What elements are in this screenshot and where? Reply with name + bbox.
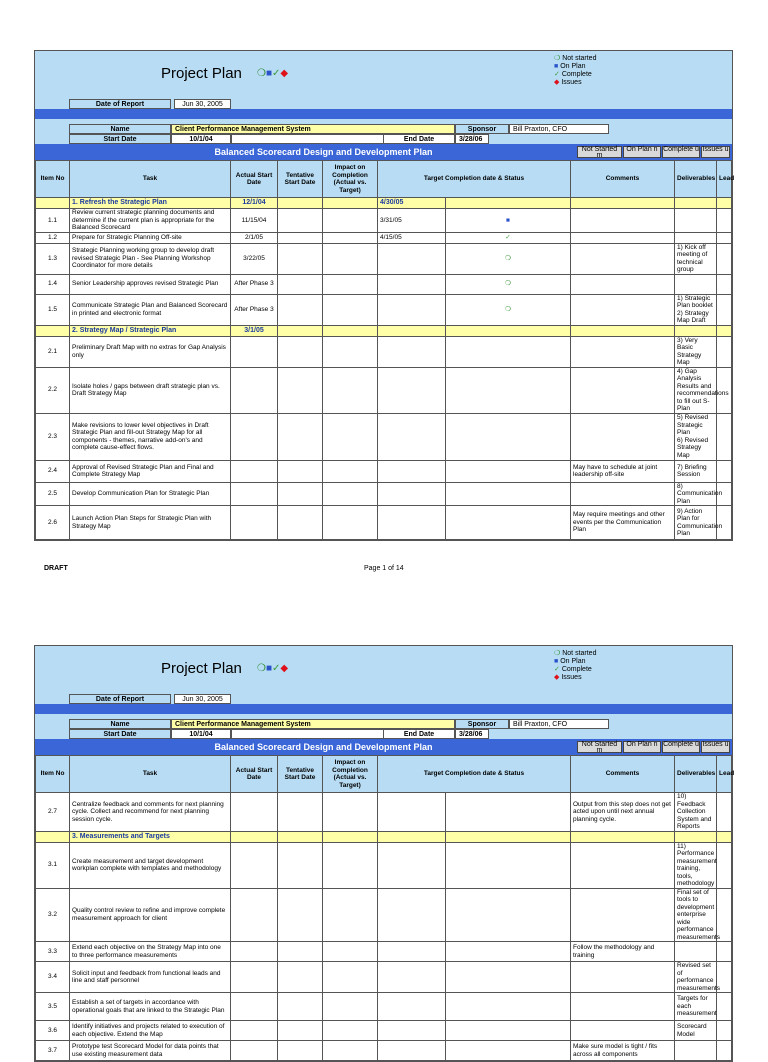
report-date-row: Date of Report Jun 30, 2005	[35, 99, 732, 109]
title-status-icons	[257, 68, 288, 79]
square-icon: ■	[265, 68, 273, 79]
plan-sheet-2	[34, 645, 733, 1062]
table-row: 2.3 Make revisions to lower level objectives in Draft Strategic Plan and fill-out Strategy Map for all components - themes, narrative add-on's and complete cause-effect flows. 5) Revised Strategic Plan 6) Revised Strategy Map	[36, 413, 732, 460]
table-row: 3.2 Quality control review to refine and improve complete measurement approach for client Final set of tools to development enterprise wide performance measurements	[36, 888, 732, 942]
report-date-row: Date of Report Jun 30, 2005	[35, 694, 732, 704]
table-row: 1.1 Review current strategic planning documents and determine if the current plan is appropriate for the Balanced Scorecard 11/15/04 3/31/05 ■	[36, 209, 732, 233]
divider-bar	[35, 704, 732, 714]
task-table-2	[35, 755, 735, 1061]
table-row: 3.4 Solicit input and feedback from functional leads and line and staff personnel Revised set of performance measurements	[36, 962, 732, 993]
column-header-actual-start: Actual Start Date	[231, 161, 278, 198]
not-started-button[interactable]: Not Started m	[577, 741, 622, 753]
check-icon: ✓	[554, 71, 560, 78]
table-row: 1.5 Communicate Strategic Plan and Balanced Scorecard in printed and electronic format After Phase 3 ❍ 1) Strategic Plan booklet 2) Strategy Map Draft	[36, 294, 732, 325]
square-icon: ■	[554, 658, 559, 665]
start-date-row: Start Date 10/1/04 End Date 3/28/06	[35, 729, 732, 739]
table-row: 1.4 Senior Leadership approves revised Strategic Plan After Phase 3 ❍	[36, 274, 732, 294]
complete-button[interactable]: Complete ü	[662, 741, 700, 753]
square-icon: ■	[554, 63, 559, 70]
task-table-1	[35, 160, 735, 540]
page-number: Page 1 of 14	[364, 565, 404, 572]
start-date-row: Start Date 10/1/04 End Date 3/28/06	[35, 134, 732, 144]
table-row: 3.5 Establish a set of targets in accordance with operational goals that are linked to the Strategic Plan Targets for each measurement	[36, 993, 732, 1021]
diamond-icon: ◆	[280, 663, 289, 674]
column-header-target-completion: Target Completion date & Status	[378, 161, 571, 198]
status-legend: ❍ Not started ■ On Plan ✓ Complete ◆ Issues	[554, 55, 597, 86]
diamond-icon: ◆	[554, 79, 560, 86]
column-header-tentative-start: Tentative Start Date	[278, 161, 323, 198]
table-row: 3.6 Identify initiatives and projects related to execution of each objective. Extend the Map Scorecard Model	[36, 1021, 732, 1041]
name-row: Name Client Performance Management System Sponsor Bill Praxton, CFO	[35, 124, 732, 134]
column-header-task: Task	[70, 161, 231, 198]
column-header-lead: Lead	[717, 756, 732, 793]
plan-sheet-1	[34, 50, 733, 541]
check-icon: ✓	[554, 666, 560, 673]
column-header-deliverables: Deliverables	[675, 161, 717, 198]
circle-icon: ❍	[505, 305, 511, 313]
circle-icon: ❍	[554, 650, 561, 657]
table-row: 1.2 Prepare for Strategic Planning Off-site 2/1/05 4/15/05 ✓	[36, 232, 732, 243]
column-header-comments: Comments	[571, 756, 675, 793]
circle-icon: ❍	[505, 280, 511, 288]
table-row: 2.7 Centralize feedback and comments for next planning cycle. Collect and recommend for next planning session cycle. Output from this step does not get acted upon until next annual planning cycle. 10) Feedback Collection System and Reports	[36, 793, 732, 832]
issues-button[interactable]: Issues u	[701, 146, 730, 158]
bsc-title-bar: Balanced Scorecard Design and Development Plan Not Started m On Plan n Complete ü Issues u	[35, 144, 732, 160]
name-row: Name Client Performance Management System Sponsor Bill Praxton, CFO	[35, 719, 732, 729]
table-row: 2.1 Preliminary Draft Map with no extras for Gap Analysis only 3) Very Basic Strategy Map	[36, 336, 732, 367]
circle-icon: ❍	[505, 254, 511, 262]
circle-icon: ❍	[554, 55, 561, 62]
bsc-title-bar: Balanced Scorecard Design and Development Plan Not Started m On Plan n Complete ü Issues u	[35, 739, 732, 755]
diamond-icon: ◆	[554, 674, 560, 681]
column-header-target-completion: Target Completion date & Status	[378, 756, 571, 793]
table-row: 2.6 Launch Action Plan Steps for Strategic Plan with Strategy Map May require meetings and other events per the Communication Plan 9) Action Plan for Communication Plan	[36, 506, 732, 540]
page-title: Project Plan	[161, 65, 242, 82]
table-row: 3.1 Create measurement and target development workplan complete with templates and methodology 11) Performance measurement training, tools, methodology	[36, 842, 732, 888]
diamond-icon: ◆	[280, 68, 289, 79]
circle-icon: ❍	[257, 68, 266, 79]
section-row: 3. Measurements and Targets	[36, 831, 732, 842]
draft-label: DRAFT	[44, 565, 68, 572]
title-status-icons	[257, 663, 288, 674]
title-banner	[35, 646, 732, 694]
square-icon: ■	[265, 663, 273, 674]
column-header-item-no: Item No	[36, 756, 70, 793]
column-header-tentative-start: Tentative Start Date	[278, 756, 323, 793]
check-icon: ✓	[272, 68, 281, 79]
column-header-deliverables: Deliverables	[675, 756, 717, 793]
not-started-button[interactable]: Not Started m	[577, 146, 622, 158]
table-row: 3.7 Prototype test Scorecard Model for data points that use existing measurement data Make sure model is tight / fits across all components	[36, 1041, 732, 1061]
table-row: 2.4 Approval of Revised Strategic Plan and Final and Complete Strategy Map May have to schedule at joint leadership off-site 7) Briefing Session	[36, 460, 732, 482]
column-header-impact: Impact on Completion (Actual vs. Target)	[323, 756, 378, 793]
section-row: 1. Refresh the Strategic Plan 12/1/04 4/30/05	[36, 198, 732, 209]
issues-button[interactable]: Issues u	[701, 741, 730, 753]
divider-bar	[35, 109, 732, 119]
column-header-actual-start: Actual Start Date	[231, 756, 278, 793]
column-header-impact: Impact on Completion (Actual vs. Target)	[323, 161, 378, 198]
section-row: 2. Strategy Map / Strategic Plan 3/1/05	[36, 325, 732, 336]
check-icon: ✓	[505, 233, 511, 241]
column-header-task: Task	[70, 756, 231, 793]
title-banner	[35, 51, 732, 99]
on-plan-button[interactable]: On Plan n	[623, 741, 661, 753]
page-title: Project Plan	[161, 660, 242, 677]
circle-icon: ❍	[257, 663, 266, 674]
square-icon: ■	[506, 216, 510, 224]
table-row: 1.3 Strategic Planning working group to develop draft revised Strategic Plan - See Planning Workshop Coordinator for more details 3/22/05 ❍ 1) Kick off meeting of technical group	[36, 243, 732, 274]
status-legend: ❍ Not started ■ On Plan ✓ Complete ◆ Issues	[554, 650, 597, 681]
on-plan-button[interactable]: On Plan n	[623, 146, 661, 158]
table-row: 2.5 Develop Communication Plan for Strategic Plan 8) Communication Plan	[36, 482, 732, 506]
table-row: 2.2 Isolate holes / gaps between draft strategic plan vs. Draft Strategy Map 4) Gap Analysis Results and recommendations to fill out S-Plan	[36, 367, 732, 413]
column-header-comments: Comments	[571, 161, 675, 198]
column-header-item-no: Item No	[36, 161, 70, 198]
complete-button[interactable]: Complete ü	[662, 146, 700, 158]
check-icon: ✓	[272, 663, 281, 674]
column-header-lead: Lead	[717, 161, 732, 198]
table-row: 3.3 Extend each objective on the Strategy Map into one to three performance measurements Follow the methodology and training	[36, 942, 732, 962]
